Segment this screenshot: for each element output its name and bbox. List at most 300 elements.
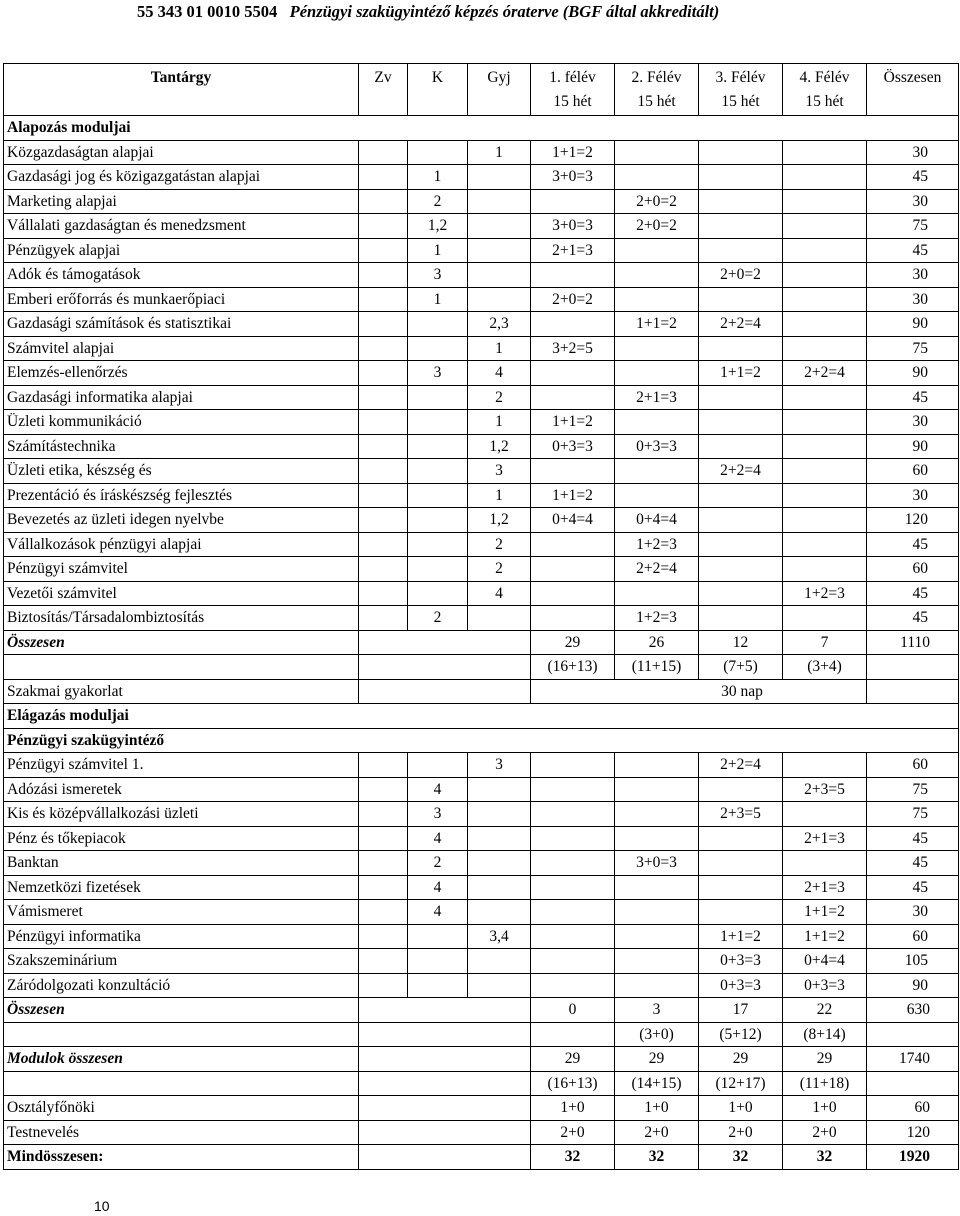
- empty-cell: [4, 655, 359, 680]
- gyj-cell: 4: [468, 361, 531, 386]
- zv-cell: [359, 973, 408, 998]
- semester-1-cell: 2+0=2: [531, 287, 615, 312]
- total-cell: 45: [867, 165, 959, 190]
- semester-3-cell: [699, 581, 783, 606]
- semester-4-cell: [783, 189, 867, 214]
- total-cell: 30: [867, 287, 959, 312]
- semester-1-cell: 2+1=3: [531, 238, 615, 263]
- gyj-cell: [468, 606, 531, 631]
- empty-cell: [359, 630, 531, 655]
- course-row: [4, 557, 959, 582]
- gyj-cell: 1,2: [468, 508, 531, 533]
- semester-1-cell: 3+0=3: [531, 214, 615, 239]
- semester-3-cell: [699, 165, 783, 190]
- practice-label: Szakmai gyakorlat: [4, 679, 359, 704]
- zv-cell: [359, 459, 408, 484]
- zv-cell: [359, 214, 408, 239]
- gyj-cell: 4: [468, 581, 531, 606]
- semester-1-cell: [531, 459, 615, 484]
- k-cell: [408, 924, 468, 949]
- zv-cell: [359, 361, 408, 386]
- page-title: [137, 2, 719, 22]
- semester-1-cell: [531, 385, 615, 410]
- gyj-cell: 3: [468, 753, 531, 778]
- zv-cell: [359, 385, 408, 410]
- gyj-cell: [468, 802, 531, 827]
- semester-1-cell: [531, 557, 615, 582]
- semester-1-cell: [531, 826, 615, 851]
- k-cell: 4: [408, 900, 468, 925]
- course-row: [4, 263, 959, 288]
- section-basics-label: Alapozás moduljai: [4, 116, 959, 141]
- grand-total-row-semester-3: 32: [699, 1145, 783, 1170]
- finance-total-row-label: Összesen: [4, 998, 359, 1023]
- gyj-cell: [468, 189, 531, 214]
- extra-row: [4, 1120, 959, 1145]
- basic-total-row-semester-3: 12: [699, 630, 783, 655]
- k-cell: 4: [408, 777, 468, 802]
- basic-total-row-total: 1110: [867, 630, 959, 655]
- course-name: Adózási ismeretek: [4, 777, 359, 802]
- section-basics: [4, 116, 959, 141]
- section-finance: [4, 728, 959, 753]
- course-name: Pénzügyek alapjai: [4, 238, 359, 263]
- gyj-cell: 2,3: [468, 312, 531, 337]
- semester-1-cell: [531, 875, 615, 900]
- zv-cell: [359, 508, 408, 533]
- total-cell: 105: [867, 949, 959, 974]
- basic-total-row: [4, 630, 959, 655]
- k-cell: [408, 385, 468, 410]
- finance-total-row-total: 630: [867, 998, 959, 1023]
- header-semester-4-label: 4. Félév: [799, 69, 850, 86]
- semester-2-cell: 1+2=3: [615, 532, 699, 557]
- semester-4-cell: 2+3=5: [783, 777, 867, 802]
- semester-3-cell: 0+3=3: [699, 949, 783, 974]
- semester-2-cell: [615, 140, 699, 165]
- semester-1-cell: [531, 900, 615, 925]
- gyj-cell: [468, 238, 531, 263]
- semester-3-cell: 2+2=4: [699, 459, 783, 484]
- course-name: Adók és támogatások: [4, 263, 359, 288]
- course-name: Számvitel alapjai: [4, 336, 359, 361]
- gyj-cell: [468, 263, 531, 288]
- module-total-row-label: Modulok összesen: [4, 1047, 359, 1072]
- semester-1-cell: [531, 777, 615, 802]
- semester-1-cell: [531, 581, 615, 606]
- semester-3-cell: [699, 336, 783, 361]
- course-row: [4, 483, 959, 508]
- header-zv: Zv: [359, 64, 408, 116]
- semester-3-cell: [699, 287, 783, 312]
- semester-3-cell: [699, 410, 783, 435]
- gyj-cell: [468, 826, 531, 851]
- semester-2-cell: 3+0=3: [615, 851, 699, 876]
- finance-total-row-breakdown-3: (5+12): [699, 1022, 783, 1047]
- zv-cell: [359, 606, 408, 631]
- header-row: [4, 64, 959, 116]
- header-semester-2-label: 2. Félév: [631, 69, 682, 86]
- gyj-cell: 3,4: [468, 924, 531, 949]
- course-row: [4, 312, 959, 337]
- k-cell: [408, 410, 468, 435]
- semester-1-cell: [531, 949, 615, 974]
- k-cell: [408, 312, 468, 337]
- gyj-cell: [468, 851, 531, 876]
- course-row: [4, 532, 959, 557]
- semester-4-cell: [783, 753, 867, 778]
- semester-4-cell: [783, 140, 867, 165]
- zv-cell: [359, 557, 408, 582]
- course-row: [4, 606, 959, 631]
- k-cell: 1: [408, 238, 468, 263]
- empty-cell: [359, 1047, 531, 1072]
- section-branch-label: Elágazás moduljai: [4, 704, 959, 729]
- semester-4-cell: [783, 410, 867, 435]
- gyj-cell: 1: [468, 410, 531, 435]
- extra-row: [4, 1096, 959, 1121]
- semester-2-cell: [615, 361, 699, 386]
- course-name: Vezetői számvitel: [4, 581, 359, 606]
- finance-total-row-semester-2: 3: [615, 998, 699, 1023]
- zv-cell: [359, 949, 408, 974]
- module-total-row-breakdown-4: (11+18): [783, 1071, 867, 1096]
- semester-3-cell: [699, 826, 783, 851]
- finance-total-row-breakdown-2: (3+0): [615, 1022, 699, 1047]
- semester-1-cell: 3+0=3: [531, 165, 615, 190]
- course-name: Emberi erőforrás és munkaerőpiaci: [4, 287, 359, 312]
- semester-4-cell: [783, 336, 867, 361]
- header-semester-4-weeks: 15 hét: [805, 93, 844, 110]
- semester-4-cell: 1+1=2: [783, 924, 867, 949]
- zv-cell: [359, 532, 408, 557]
- semester-2-cell: [615, 900, 699, 925]
- semester-4-cell: 2+1=3: [783, 826, 867, 851]
- course-row: [4, 508, 959, 533]
- semester-2-cell: [615, 165, 699, 190]
- header-semester-3-label: 3. Félév: [715, 69, 766, 86]
- course-row: [4, 434, 959, 459]
- semester-2-cell: [615, 777, 699, 802]
- semester-2-cell: 2+0=2: [615, 189, 699, 214]
- qualification-code: 55 343 01 0010 5504: [137, 2, 278, 21]
- module-total-row-semester-3: 29: [699, 1047, 783, 1072]
- zv-cell: [359, 189, 408, 214]
- course-name: Pénzügyi számvitel: [4, 557, 359, 582]
- semester-3-cell: 2+0: [699, 1120, 783, 1145]
- k-cell: 3: [408, 263, 468, 288]
- semester-2-cell: [615, 581, 699, 606]
- zv-cell: [359, 581, 408, 606]
- course-name: Gazdasági jog és közigazgatástan alapjai: [4, 165, 359, 190]
- total-cell: 75: [867, 214, 959, 239]
- page-number: 10: [94, 1198, 110, 1214]
- semester-4-cell: [783, 434, 867, 459]
- semester-2-cell: [615, 875, 699, 900]
- semester-3-cell: [699, 189, 783, 214]
- empty-cell: [359, 1096, 531, 1121]
- header-semester-4: [783, 64, 867, 116]
- semester-4-cell: [783, 459, 867, 484]
- semester-3-cell: 2+2=4: [699, 753, 783, 778]
- grand-total-row: [4, 1145, 959, 1170]
- semester-1-cell: [531, 753, 615, 778]
- gyj-cell: 1: [468, 336, 531, 361]
- basic-total-row-breakdown-1: (16+13): [531, 655, 615, 680]
- semester-2-cell: 0+3=3: [615, 434, 699, 459]
- zv-cell: [359, 802, 408, 827]
- semester-1-cell: [531, 606, 615, 631]
- practice-row: [4, 679, 959, 704]
- basic-total-row-semester-1: 29: [531, 630, 615, 655]
- course-row: [4, 973, 959, 998]
- semester-2-cell: [615, 973, 699, 998]
- semester-4-cell: [783, 165, 867, 190]
- semester-2-cell: 1+0: [615, 1096, 699, 1121]
- empty-cell: [4, 1071, 359, 1096]
- course-name: Marketing alapjai: [4, 189, 359, 214]
- k-cell: 4: [408, 826, 468, 851]
- semester-2-cell: [615, 410, 699, 435]
- course-row: [4, 238, 959, 263]
- semester-4-cell: 1+1=2: [783, 900, 867, 925]
- course-name: Elemzés-ellenőrzés: [4, 361, 359, 386]
- header-semester-1-label: 1. félév: [549, 69, 596, 86]
- k-cell: 1: [408, 165, 468, 190]
- semester-3-cell: [699, 875, 783, 900]
- total-cell: 90: [867, 361, 959, 386]
- k-cell: [408, 581, 468, 606]
- total-cell: 45: [867, 532, 959, 557]
- basic-total-row-breakdown-4: (3+4): [783, 655, 867, 680]
- semester-4-cell: 2+2=4: [783, 361, 867, 386]
- course-name: Záródolgozati konzultáció: [4, 973, 359, 998]
- course-name: Üzleti kommunikáció: [4, 410, 359, 435]
- finance-total-row-breakdown-1: [531, 1022, 615, 1047]
- k-cell: 3: [408, 361, 468, 386]
- semester-3-cell: [699, 483, 783, 508]
- gyj-cell: [468, 287, 531, 312]
- k-cell: [408, 973, 468, 998]
- semester-4-cell: [783, 238, 867, 263]
- grand-total-row-semester-1: 32: [531, 1145, 615, 1170]
- semester-1-cell: 0+4=4: [531, 508, 615, 533]
- semester-4-cell: 1+0: [783, 1096, 867, 1121]
- total-cell: 75: [867, 777, 959, 802]
- total-cell: 30: [867, 483, 959, 508]
- semester-4-cell: 2+1=3: [783, 875, 867, 900]
- course-row: [4, 949, 959, 974]
- course-row: [4, 410, 959, 435]
- empty-cell: [867, 1071, 959, 1096]
- gyj-cell: 2: [468, 385, 531, 410]
- gyj-cell: 2: [468, 557, 531, 582]
- empty-cell: [4, 1022, 359, 1047]
- semester-4-cell: [783, 557, 867, 582]
- course-name: Pénz és tőkepiacok: [4, 826, 359, 851]
- k-cell: [408, 753, 468, 778]
- k-cell: 4: [408, 875, 468, 900]
- gyj-cell: [468, 214, 531, 239]
- course-name: Prezentáció és íráskészség fejlesztés: [4, 483, 359, 508]
- header-semester-2-weeks: 15 hét: [637, 93, 676, 110]
- grand-total-row-semester-4: 32: [783, 1145, 867, 1170]
- gyj-cell: 3: [468, 459, 531, 484]
- k-cell: 1: [408, 287, 468, 312]
- zv-cell: [359, 263, 408, 288]
- course-row: [4, 581, 959, 606]
- empty-cell: [359, 679, 531, 704]
- course-row: [4, 165, 959, 190]
- course-name: Nemzetközi fizetések: [4, 875, 359, 900]
- semester-4-cell: [783, 287, 867, 312]
- semester-2-cell: 2+2=4: [615, 557, 699, 582]
- total-cell: 45: [867, 875, 959, 900]
- zv-cell: [359, 410, 408, 435]
- course-name: Pénzügyi informatika: [4, 924, 359, 949]
- semester-4-cell: [783, 851, 867, 876]
- semester-1-cell: [531, 973, 615, 998]
- semester-3-cell: [699, 434, 783, 459]
- finance-total-row-breakdown-4: (8+14): [783, 1022, 867, 1047]
- k-cell: [408, 336, 468, 361]
- semester-3-cell: [699, 851, 783, 876]
- grand-total-row-total: 1920: [867, 1145, 959, 1170]
- semester-1-cell: 2+0: [531, 1120, 615, 1145]
- empty-cell: [359, 998, 531, 1023]
- semester-2-cell: 0+4=4: [615, 508, 699, 533]
- k-cell: 1,2: [408, 214, 468, 239]
- total-cell: 45: [867, 851, 959, 876]
- total-cell: 75: [867, 802, 959, 827]
- gyj-cell: [468, 875, 531, 900]
- semester-3-cell: [699, 532, 783, 557]
- gyj-cell: 2: [468, 532, 531, 557]
- semester-3-cell: 2+3=5: [699, 802, 783, 827]
- gyj-cell: 1: [468, 483, 531, 508]
- extra-name: Testnevelés: [4, 1120, 359, 1145]
- semester-1-cell: [531, 924, 615, 949]
- grand-total-row-label: Mindösszesen:: [4, 1145, 359, 1170]
- course-name: Banktan: [4, 851, 359, 876]
- finance-total-row-semester-4: 22: [783, 998, 867, 1023]
- k-cell: 3: [408, 802, 468, 827]
- k-cell: [408, 557, 468, 582]
- semester-2-cell: 2+0=2: [615, 214, 699, 239]
- semester-4-cell: 2+0: [783, 1120, 867, 1145]
- semester-3-cell: [699, 238, 783, 263]
- title-text: Pénzügyi szakügyintéző képzés óraterve (BGF által akkreditált): [289, 2, 720, 21]
- header-semester-1-weeks: 15 hét: [553, 93, 592, 110]
- semester-4-cell: [783, 385, 867, 410]
- k-cell: [408, 483, 468, 508]
- section-branch: [4, 704, 959, 729]
- semester-3-cell: 2+0=2: [699, 263, 783, 288]
- semester-2-cell: [615, 753, 699, 778]
- semester-2-cell: [615, 263, 699, 288]
- semester-2-cell: [615, 949, 699, 974]
- finance-total-row: [4, 998, 959, 1023]
- course-row: [4, 189, 959, 214]
- header-total: Összesen: [867, 64, 959, 116]
- semester-2-cell: [615, 238, 699, 263]
- finance-total-row-detail: [4, 1022, 959, 1047]
- zv-cell: [359, 312, 408, 337]
- zv-cell: [359, 875, 408, 900]
- zv-cell: [359, 851, 408, 876]
- k-cell: [408, 949, 468, 974]
- zv-cell: [359, 336, 408, 361]
- course-name: Vállalati gazdaságtan és menedzsment: [4, 214, 359, 239]
- basic-total-row-breakdown-2: (11+15): [615, 655, 699, 680]
- course-name: Pénzügyi számvitel 1.: [4, 753, 359, 778]
- header-semester-3: [699, 64, 783, 116]
- k-cell: [408, 459, 468, 484]
- semester-2-cell: [615, 826, 699, 851]
- semester-4-cell: [783, 532, 867, 557]
- semester-2-cell: [615, 483, 699, 508]
- course-row: [4, 802, 959, 827]
- zv-cell: [359, 826, 408, 851]
- course-name: Vámismeret: [4, 900, 359, 925]
- semester-3-cell: 0+3=3: [699, 973, 783, 998]
- course-name: Szakszeminárium: [4, 949, 359, 974]
- course-name: Vállalkozások pénzügyi alapjai: [4, 532, 359, 557]
- semester-1-cell: [531, 361, 615, 386]
- empty-cell: [867, 679, 959, 704]
- course-name: Gazdasági informatika alapjai: [4, 385, 359, 410]
- course-name: Biztosítás/Társadalombiztosítás: [4, 606, 359, 631]
- semester-2-cell: [615, 336, 699, 361]
- semester-1-cell: 1+0: [531, 1096, 615, 1121]
- gyj-cell: [468, 165, 531, 190]
- zv-cell: [359, 238, 408, 263]
- zv-cell: [359, 165, 408, 190]
- grand-total-row-semester-2: 32: [615, 1145, 699, 1170]
- basic-total-row-breakdown-3: (7+5): [699, 655, 783, 680]
- k-cell: 2: [408, 606, 468, 631]
- k-cell: [408, 140, 468, 165]
- total-cell: 75: [867, 336, 959, 361]
- module-total-row-breakdown-3: (12+17): [699, 1071, 783, 1096]
- empty-cell: [867, 1022, 959, 1047]
- semester-2-cell: 1+2=3: [615, 606, 699, 631]
- semester-2-cell: [615, 459, 699, 484]
- total-cell: 45: [867, 606, 959, 631]
- semester-3-cell: [699, 214, 783, 239]
- total-cell: 60: [867, 924, 959, 949]
- module-total-row-total: 1740: [867, 1047, 959, 1072]
- total-cell: 60: [867, 557, 959, 582]
- semester-3-cell: [699, 508, 783, 533]
- empty-cell: [359, 1145, 531, 1170]
- course-row: [4, 826, 959, 851]
- zv-cell: [359, 140, 408, 165]
- header-semester-1: [531, 64, 615, 116]
- semester-1-cell: [531, 312, 615, 337]
- semester-4-cell: [783, 214, 867, 239]
- total-cell: 45: [867, 385, 959, 410]
- gyj-cell: [468, 900, 531, 925]
- semester-4-cell: 0+4=4: [783, 949, 867, 974]
- course-row: [4, 875, 959, 900]
- empty-cell: [867, 655, 959, 680]
- total-cell: 30: [867, 410, 959, 435]
- total-cell: 60: [867, 753, 959, 778]
- header-semester-2: [615, 64, 699, 116]
- curriculum-table: [3, 63, 959, 1170]
- semester-1-cell: 1+1=2: [531, 410, 615, 435]
